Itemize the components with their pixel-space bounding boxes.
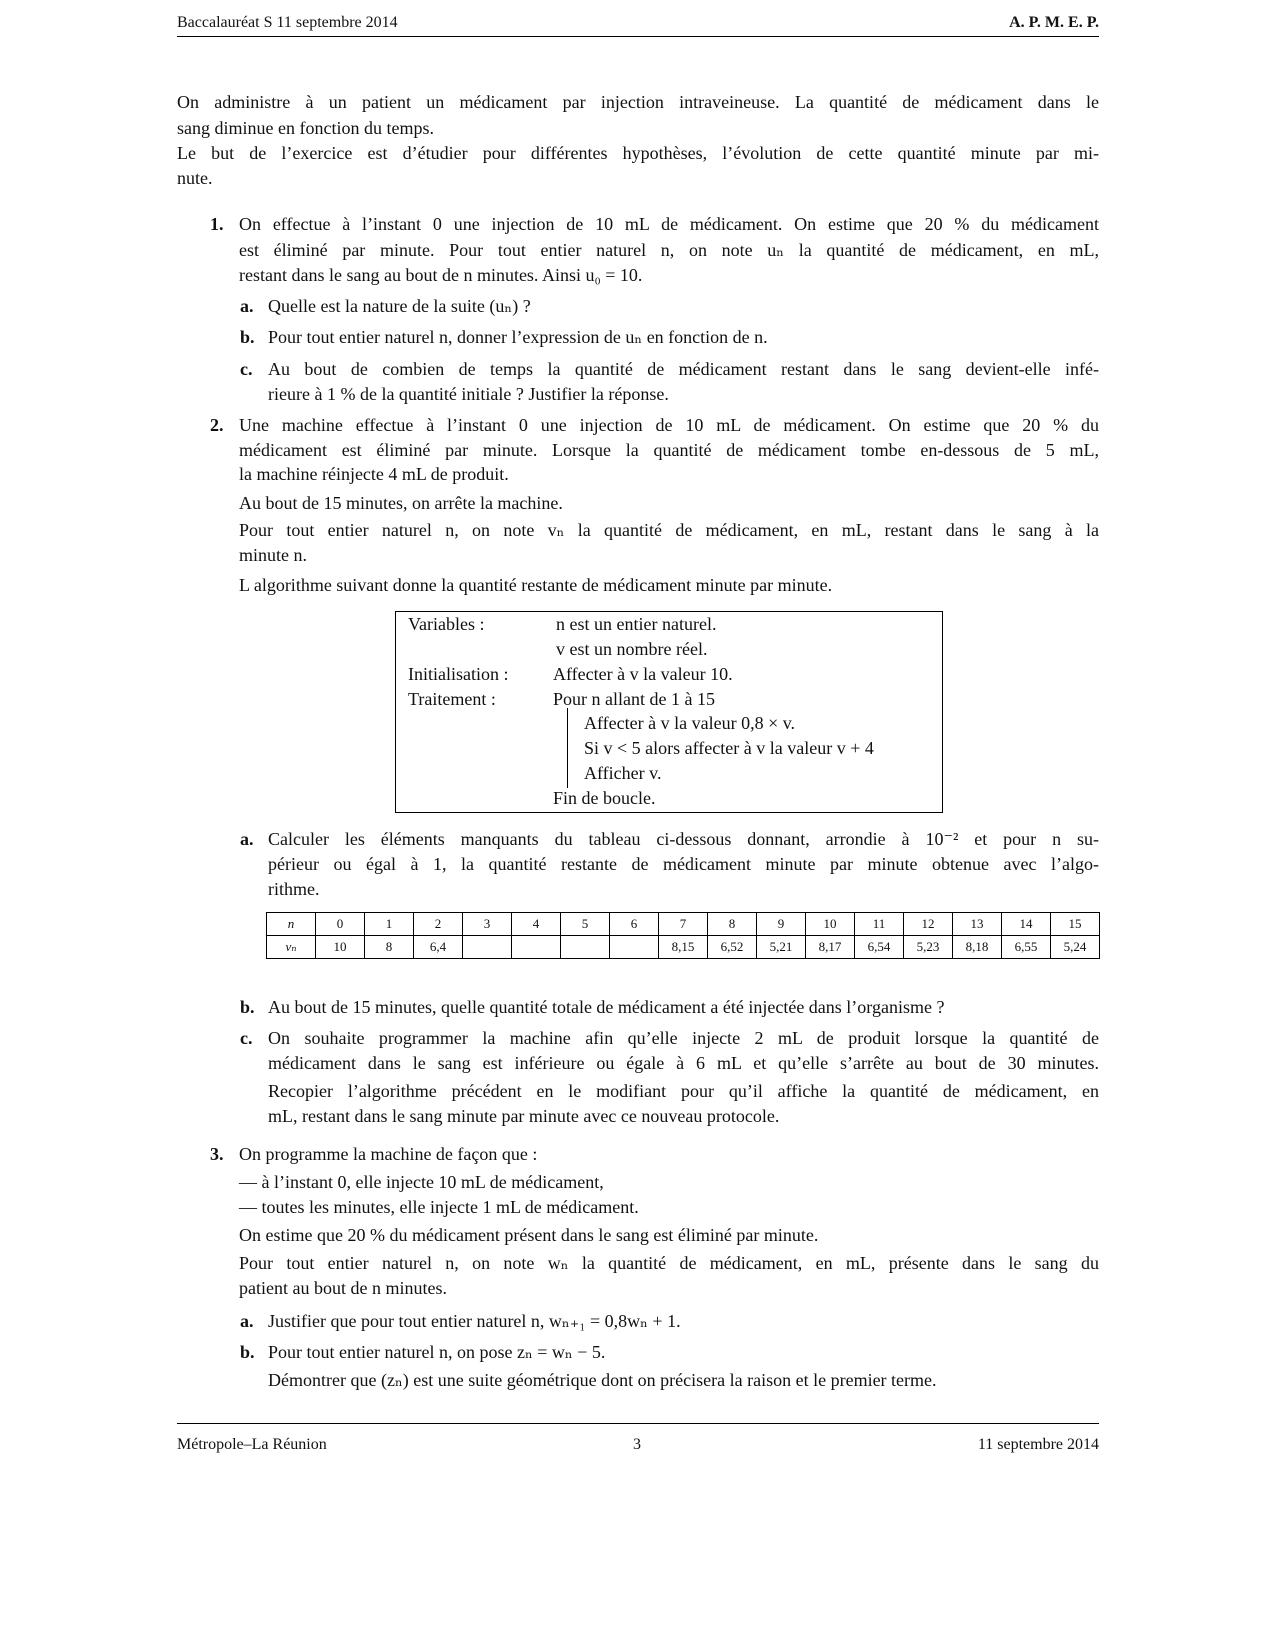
table-cell: 8	[708, 913, 757, 936]
algo-line: Affecter à v la valeur 10.	[553, 664, 733, 684]
table-cell: 10	[316, 936, 365, 959]
q1c-line: rieure à 1 % de la quantité initiale ? Justifier la réponse.	[268, 384, 669, 404]
q1a-text: Quelle est la nature de la suite (uₙ) ?	[268, 296, 531, 316]
item-label: c.	[240, 1028, 253, 1048]
table-cell: 13	[953, 913, 1002, 936]
q2b-text: Au bout de 15 minutes, quelle quantité totale de médicament a été injectée dans l’organisme ?	[268, 997, 945, 1017]
q3b-line: Pour tout entier naturel n, on pose zₙ = wₙ − 5.	[268, 1342, 606, 1362]
algo-line: Pour n allant de 1 à 15	[553, 689, 715, 709]
algo-line: Fin de boucle.	[553, 788, 656, 808]
header-rule	[177, 36, 1099, 37]
table-cell: 8,15	[659, 936, 708, 959]
table-cell	[610, 936, 659, 959]
table-cell	[512, 936, 561, 959]
table-row-v	[267, 936, 1100, 959]
row-header	[267, 913, 316, 936]
q1c-line: Au bout de combien de temps la quantité de médicament restant dans le sang devient-elle infé-	[268, 359, 1099, 379]
q1-line: restant dans le sang au bout de n minutes. Ainsi u₀ = 10.	[239, 265, 643, 285]
item-label: b.	[240, 997, 255, 1017]
intro-line: sang diminue en fonction du temps.	[177, 118, 434, 138]
q3-line: On estime que 20 % du médicament présent dans le sang est éliminé par minute.	[239, 1225, 819, 1245]
table-cell: 6	[610, 913, 659, 936]
question-number: 2.	[210, 415, 224, 435]
q2-line: Au bout de 15 minutes, on arrête la machine.	[239, 493, 563, 513]
table-cell: 0	[316, 913, 365, 936]
table-cell	[561, 936, 610, 959]
question-number: 3.	[210, 1144, 224, 1164]
q3a-text: Justifier que pour tout entier naturel n, wₙ₊₁ = 0,8wₙ + 1.	[268, 1311, 681, 1331]
q2c-line: mL, restant dans le sang minute par minute avec ce nouveau protocole.	[268, 1106, 780, 1126]
q2a-line: rithme.	[268, 879, 320, 899]
item-label: a.	[240, 296, 254, 316]
values-table	[266, 912, 1100, 959]
q2a-line: Calculer les éléments manquants du tableau ci-dessous donnant, arrondie à 10⁻² et pour n su-	[268, 829, 1099, 849]
intro-line: On administre à un patient un médicament par injection intraveineuse. La quantité de médicament dans le	[177, 92, 1099, 112]
table-cell: 6,55	[1002, 936, 1051, 959]
q2a-line: périeur ou égal à 1, la quantité restante de médicament minute par minute obtenue avec l’algo-	[268, 854, 1099, 874]
row-label: vₙ	[285, 939, 297, 954]
header-right: A. P. M. E. P.	[1009, 14, 1099, 31]
item-label: b.	[240, 1342, 255, 1362]
q3-line: On programme la machine de façon que :	[239, 1144, 538, 1164]
table-cell: 10	[806, 913, 855, 936]
q2-line: L algorithme suivant donne la quantité restante de médicament minute par minute.	[239, 575, 833, 595]
q2c-line: médicament dans le sang est inférieure ou égale à 6 mL et qu’elle s’arrête au bout de 30 minutes.	[268, 1053, 1099, 1073]
q3-line: — toutes les minutes, elle injecte 1 mL de médicament.	[239, 1197, 639, 1217]
table-cell: 4	[512, 913, 561, 936]
item-label: c.	[240, 359, 253, 379]
table-cell: 5	[561, 913, 610, 936]
page-number: 3	[633, 1436, 641, 1453]
table-cell: 9	[757, 913, 806, 936]
table-cell: 14	[1002, 913, 1051, 936]
table-cell: 5,23	[904, 936, 953, 959]
algo-line: n est un entier naturel.	[556, 614, 717, 634]
loop-bar	[567, 708, 568, 788]
table-cell: 2	[414, 913, 463, 936]
algo-line: Afficher v.	[584, 763, 662, 783]
header-left: Baccalauréat S 11 septembre 2014	[177, 14, 398, 31]
q3-line: Pour tout entier naturel n, on note wₙ la quantité de médicament, en mL, présente dans le sang du	[239, 1253, 1099, 1273]
table-cell: 15	[1051, 913, 1100, 936]
q3-line: — à l’instant 0, elle injecte 10 mL de médicament,	[239, 1172, 604, 1192]
table-cell	[463, 936, 512, 959]
q2-line: minute n.	[239, 545, 307, 565]
table-row-n	[267, 913, 1100, 936]
footer-left: Métropole–La Réunion	[177, 1436, 327, 1453]
table-cell: 1	[365, 913, 414, 936]
table-cell: 7	[659, 913, 708, 936]
algo-label: Variables :	[408, 614, 485, 634]
table-cell: 8,17	[806, 936, 855, 959]
q2-line: médicament est éliminé par minute. Lorsque la quantité de médicament tombe en-dessous de 5 mL,	[239, 440, 1099, 460]
table-cell: 3	[463, 913, 512, 936]
q2-line: Pour tout entier naturel n, on note vₙ la quantité de médicament, en mL, restant dans le sang à la	[239, 520, 1099, 540]
algo-line: Affecter à v la valeur 0,8 × v.	[584, 713, 796, 733]
q1b-text: Pour tout entier naturel n, donner l’expression de uₙ en fonction de n.	[268, 327, 768, 347]
table-cell: 11	[855, 913, 904, 936]
algo-line: v est un nombre réel.	[556, 639, 708, 659]
item-label: b.	[240, 327, 255, 347]
q1-line: est éliminé par minute. Pour tout entier naturel n, on note uₙ la quantité de médicament, en mL,	[239, 240, 1099, 260]
row-header	[267, 936, 316, 959]
q2c-line: Recopier l’algorithme précédent en le modifiant pour qu’il affiche la quantité de médicament, en	[268, 1081, 1099, 1101]
algo-line: Si v < 5 alors affecter à v la valeur v + 4	[584, 738, 874, 758]
algo-label: Initialisation :	[408, 664, 509, 684]
table-cell: 8	[365, 936, 414, 959]
q3-line: patient au bout de n minutes.	[239, 1278, 447, 1298]
row-label: n	[287, 916, 295, 931]
item-label: a.	[240, 1311, 254, 1331]
q2-line: Une machine effectue à l’instant 0 une injection de 10 mL de médicament. On estime que 20 % du	[239, 415, 1099, 435]
footer-right: 11 septembre 2014	[977, 1436, 1099, 1453]
table-cell: 6,54	[855, 936, 904, 959]
question-number: 1.	[210, 214, 224, 234]
q2c-line: On souhaite programmer la machine afin qu’elle injecte 2 mL de produit lorsque la quantité de	[268, 1028, 1099, 1048]
table-cell: 12	[904, 913, 953, 936]
footer-rule	[177, 1423, 1099, 1424]
table-cell: 8,18	[953, 936, 1002, 959]
item-label: a.	[240, 829, 254, 849]
q1-line: On effectue à l’instant 0 une injection de 10 mL de médicament. On estime que 20 % du médicament	[239, 214, 1099, 234]
q3b-line: Démontrer que (zₙ) est une suite géométrique dont on précisera la raison et le premier terme.	[268, 1370, 937, 1390]
table-cell: 6,4	[414, 936, 463, 959]
intro-line: Le but de l’exercice est d’étudier pour différentes hypothèses, l’évolution de cette quantité minute par mi-	[177, 143, 1099, 163]
q2-line: la machine réinjecte 4 mL de produit.	[239, 464, 509, 484]
algo-label: Traitement :	[408, 689, 496, 709]
table-cell: 5,21	[757, 936, 806, 959]
intro-line: nute.	[177, 168, 213, 188]
table-cell: 6,52	[708, 936, 757, 959]
table-cell: 5,24	[1051, 936, 1100, 959]
